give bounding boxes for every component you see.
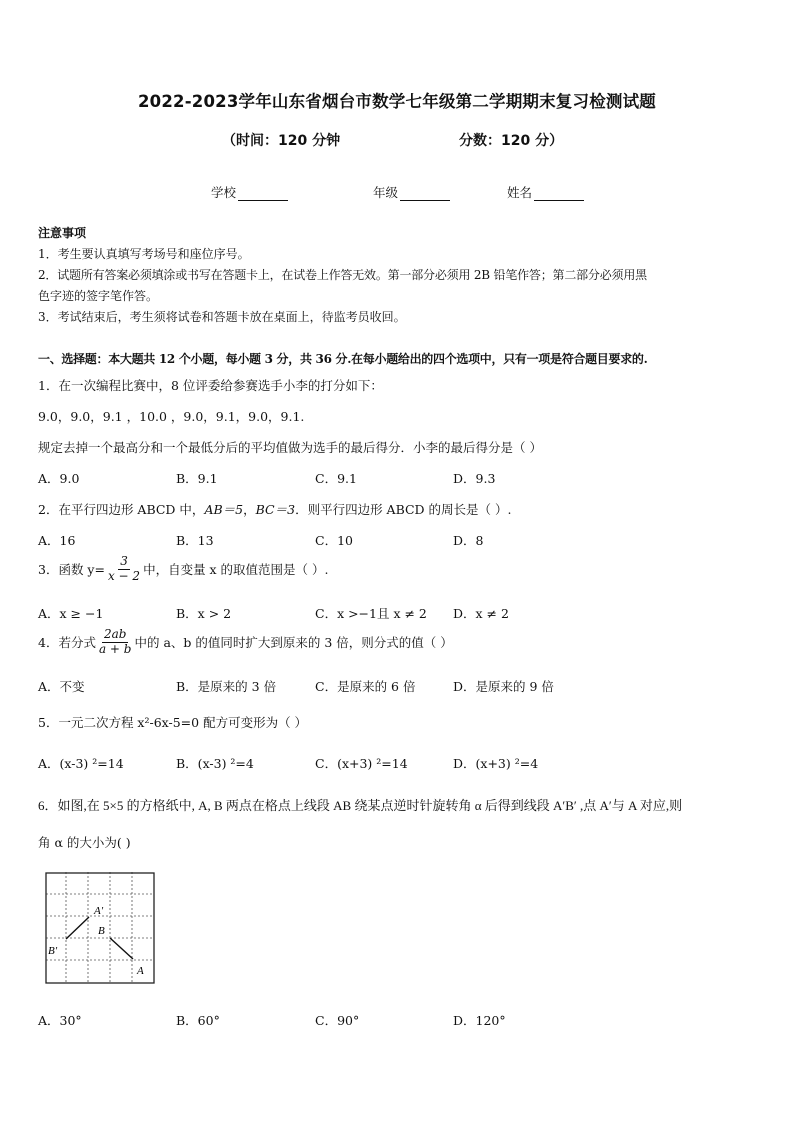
notice-heading: 注意事项 [38, 226, 87, 240]
q4-option-a[interactable]: A．不变 [38, 679, 85, 694]
q2-stem-post: ．则平行四边形 ABCD 的周长是（ ）. [295, 502, 512, 517]
q4-option-b[interactable]: B．是原来的 3 倍 [176, 679, 277, 694]
exam-title: 2022-2023学年山东省烟台市数学七年级第二学期期末复习检测试题 [138, 92, 656, 111]
name-blank[interactable] [534, 186, 584, 201]
q5-option-c[interactable]: C．(x+3) ²=14 [315, 756, 408, 771]
q2-stem-pre: 2．在平行四边形 ABCD 中， [38, 502, 205, 517]
school-blank[interactable] [238, 186, 288, 201]
q4-fraction [97, 628, 134, 657]
q3-denominator: x − 2 [107, 568, 141, 583]
q4-denominator: a + b [98, 641, 132, 656]
q1-stem: 1．在一次编程比赛中，8 位评委给参赛选手小李的打分如下： [38, 378, 383, 393]
q3-option-a[interactable]: A．x ≥ −1 [38, 606, 104, 621]
label-a: A [137, 965, 144, 977]
q2-bc: BC＝3 [255, 502, 296, 517]
q4-numerator: 2ab [103, 627, 127, 641]
segment-ab [110, 938, 133, 959]
q3-numerator: 3 [120, 554, 128, 568]
notice-item-3: 3．考试结束后，考生须将试卷和答题卡放在桌面上，待监考员收回。 [38, 310, 406, 324]
q2-ab: AB＝5 [204, 502, 244, 517]
q1-option-c[interactable]: C．9.1 [315, 471, 357, 486]
grade-label: 年级 [373, 185, 399, 200]
q1-stem-2: 规定去掉一个最高分和一个最低分后的平均值做为选手的最后得分．小李的最后得分是（ ） [38, 440, 542, 455]
school-label: 学校 [211, 185, 237, 200]
q1-option-b[interactable]: B．9.1 [176, 471, 218, 486]
name-label: 姓名 [507, 185, 533, 200]
q3-stem-post: 中，自变量 x 的取值范围是（ ）. [143, 562, 329, 578]
q3-option-d[interactable]: D．x ≠ 2 [453, 606, 509, 621]
q3-stem-pre: 3．函数 y= [38, 562, 105, 578]
q5-option-d[interactable]: D．(x+3) ²=4 [453, 756, 539, 771]
notice-item-2a: 2．试题所有答案必须填涂或书写在答题卡上，在试卷上作答无效。第一部分必须用 2B 铅笔作答；第二部分必须用黑 [38, 268, 647, 282]
q2-option-d[interactable]: D．8 [453, 533, 484, 548]
q3-option-b[interactable]: B．x > 2 [176, 606, 232, 621]
q2-option-b[interactable]: B．13 [176, 533, 214, 548]
grade-blank[interactable] [400, 186, 450, 201]
label-b-prime: B′ [48, 945, 58, 957]
q2-stem [38, 500, 512, 518]
q4-option-c[interactable]: C．是原来的 6 倍 [315, 679, 416, 694]
q3-fraction [106, 555, 142, 584]
q2-option-a[interactable]: A．16 [38, 533, 76, 548]
q6-grid-figure [44, 870, 158, 986]
time-label: （时间：120 分钟 [222, 133, 341, 149]
q5-stem: 5．一元二次方程 x²-6x-5=0 配方可变形为（ ） [38, 715, 308, 730]
q4-stem-post: 中的 a、b 的值同时扩大到原来的 3 倍，则分式的值（ ） [134, 635, 453, 651]
q2-sep: ， [243, 502, 256, 517]
q4-stem [38, 628, 453, 657]
label-b: B [98, 925, 105, 937]
segment-a-prime-b-prime [66, 917, 89, 939]
label-a-prime: A′ [94, 905, 104, 917]
section-1-heading: 一、选择题：本大题共 12 个小题，每小题 3 分，共 36 分.在每小题给出的四个选项中，只有一项是符合题目要求的. [38, 352, 648, 366]
q3-stem [38, 555, 329, 584]
name-field[interactable] [507, 183, 584, 201]
q6-option-b[interactable]: B．60° [176, 1013, 220, 1028]
q3-option-c[interactable]: C．x >−1且 x ≠ 2 [315, 606, 427, 621]
notice-item-2b: 色字迹的签字笔作答。 [38, 289, 159, 303]
notice-item-1: 1．考生要认真填写考场号和座位序号。 [38, 247, 250, 261]
q5-option-a[interactable]: A．(x-3) ²=14 [38, 756, 124, 771]
grade-field[interactable] [373, 183, 450, 201]
q4-option-d[interactable]: D．是原来的 9 倍 [453, 679, 554, 694]
q1-scores: 9.0，9.0，9.1 ，10.0 ，9.0，9.1，9.0，9.1. [38, 409, 305, 424]
q6-stem-2: 角 α 的大小为( ) [38, 835, 131, 850]
q1-option-a[interactable]: A．9.0 [38, 471, 80, 486]
q6-option-d[interactable]: D．120° [453, 1013, 506, 1028]
q5-option-b[interactable]: B．(x-3) ²=4 [176, 756, 254, 771]
score-label: 分数：120 分） [459, 133, 564, 149]
q6-option-c[interactable]: C．90° [315, 1013, 360, 1028]
q6-stem-1: 6．如图,在 5×5 的方格纸中, A, B 两点在格点上线段 AB 绕某点逆时针旋转角 α 后得到线段 A′B′ ,点 A′与 A 对应,则 [38, 798, 683, 813]
school-field[interactable] [211, 183, 288, 201]
q2-option-c[interactable]: C．10 [315, 533, 353, 548]
q6-option-a[interactable]: A．30° [38, 1013, 82, 1028]
q4-stem-pre: 4．若分式 [38, 635, 96, 651]
q1-option-d[interactable]: D．9.3 [453, 471, 496, 486]
